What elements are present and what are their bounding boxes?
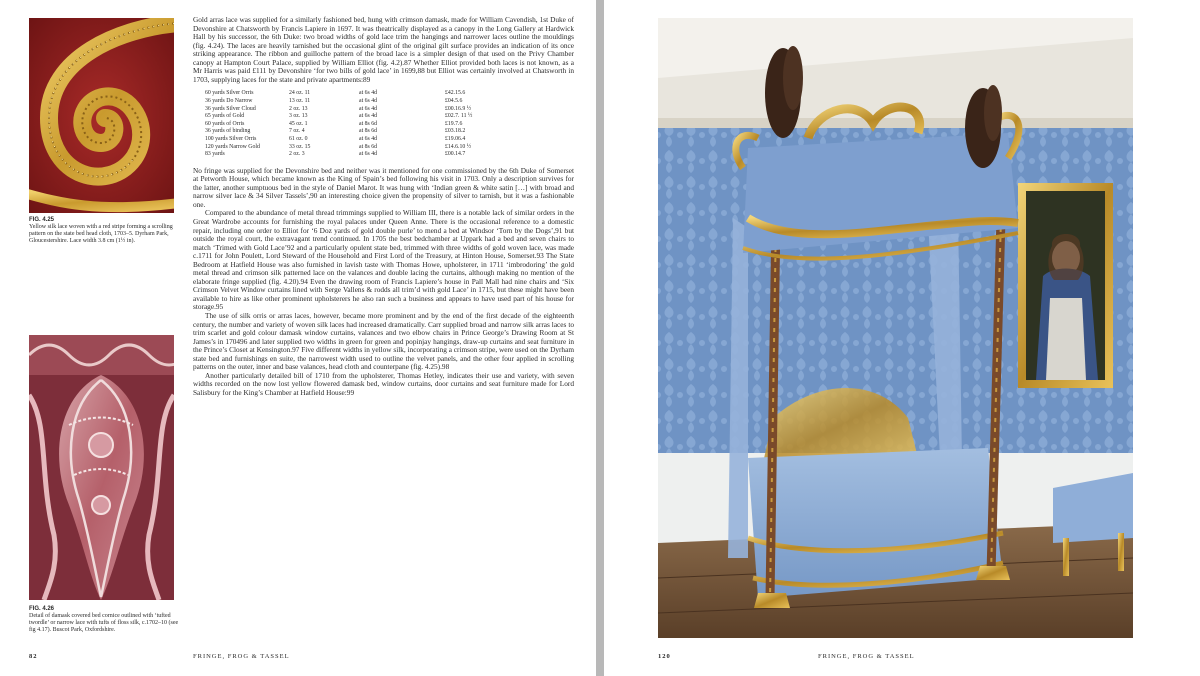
caption-text: Yellow silk lace woven with a red stripe forming a scrolling pattern on the state bed head cloth, 1703–5. Dyrham Park, Gloucestershire. Lace width 3.8 cm (1½ in). [29, 224, 173, 244]
book-gutter [596, 0, 604, 676]
materials-row: 36 yards of binding 7 oz. 4 at 8s 6d £03.18.2 [205, 128, 466, 135]
figure-4-26-damask-cornice-photo [29, 335, 174, 600]
materials-row: 36 yards Silver Cloud 2 oz. 13 at 6s 4d £00.16.9 ½ [205, 105, 472, 112]
materials-row: 60 yards of Orris 45 oz. 1 at 8s 6d £19.7.6 [205, 120, 463, 127]
state-bedroom-photo [658, 18, 1133, 638]
gold-lace-scroll-illustration [29, 18, 174, 213]
body-text-column [193, 16, 574, 397]
right-page [604, 0, 1200, 676]
figure-4-26-caption [29, 606, 179, 634]
paragraph: No fringe was supplied for the Devonshire bed and neither was it mentioned for one commissioned by the 6th Duke of Somerset at Petworth House, which became known as the King of Spain’s bed following his visit in 1703. Only a description survives for the latter, another sumptuous bed in the style of Daniel Marot. It was hung with ‘Indian green & white satin […] with broad and narrow silver lace & 34 Silver Tassels’,90 an interesting choice given the propensity of silver to tarnish, but it was a fashionable one. [193, 165, 574, 209]
materials-row: 100 yards Silver Orris 61 oz. 0 at 6s 4d £19.06.4 [205, 135, 466, 142]
materials-row: 36 yards Do Narrow 13 oz. 11 at 6s 4d £04.5.6 [205, 97, 463, 104]
figure-number: FIG. 4.26 [29, 606, 55, 612]
left-page [0, 0, 596, 676]
paragraph: Compared to the abundance of metal thread trimmings supplied to William III, there is a notable lack of similar orders in the Great Wardrobe accounts for furnishing the royal palaces under Queen Anne. There is the occasional reference to a domestic repair, including one order to Elliot for ‘6 Doz yards of gold double purle’ to mend a bed at Windsor ‘Torn by the Dogs’,91 but outside the royal court, the extravagant trend continued. In 1705 the best bedchamber at Uppark had a bed and seven chairs to match ‘Trimed with Gold Lace’92 and a particularly opulent state bed, trimmed with three widths of gold woven lace, was made c.1711 for John Poulett, Lord Steward of the Household and First Lord of the Treasury, at Hinton House, Somerset.93 The State Bedroom at Hatfield House was also furnished in lavish taste with Thomas Howe, upholsterer, in 1711 ‘imbrodoring’ the gold metal thread and crimson silk patterned lace on the valances and double lacing the curtains, although making no mention of the elaborate fringe supplied (fig. 4.20).94 Even the drawing room of Francis Lapiere’s house in Pall Mall had nine chairs and ‘Six Crimson Velvet Window curtains lined with Serge Vallens & rodds all trim’d with gold Lace’ in 1715, but these might have been available to hire as like other prominent upholsterers he also ran such a business and appears to have used part of his house for storage.95 [193, 208, 574, 312]
paragraph: Another particularly detailed bill of 1710 from the upholsterer, Thomas Hetley, indicates their use and variety, with seven widths recorded on the now lost yellow flowered damask bed, window curtains, door curtains and seat furniture made for Lord Salisbury for the King’s Chamber at Hatfield House:99 [193, 370, 574, 397]
figure-4-25-caption [29, 217, 179, 245]
materials-row: 120 yards Narrow Gold 33 oz. 15 at 8s 6d £14.6.10 ½ [205, 143, 472, 150]
paragraph: Gold arras lace was supplied for a similarly fashioned bed, hung with crimson damask, made for William Cavendish, 1st Duke of Devonshire at Chatsworth by Francis Lapiere in 1697. It was theatrically displayed as a canopy in the Long Gallery at Hardwick Hall by his successor, the 6th Duke: two broad widths of gold lace trim the hangings and narrower laces outline the mouldings (fig. 4.24). The laces are heavily tarnished but the occasional glint of the original gilt surface provides an indication of its once striking appearance. The ribbon and guilloche pattern of the broad lace is a simpler design of that used on the Privy Chamber canopy at Hampton Court Palace, supplied by William Elliot (fig. 4.2).87 Whether Elliot provided both laces is not known, as a Mr Harris was paid £111 by Devonshire ‘for two bills of gold lace’ in 1699,88 but Elliot was certainly involved at Chatsworth in 1703, supplying laces for the state and private apartments:89 [193, 15, 574, 84]
page-number: 120 [658, 653, 671, 660]
paragraph: The use of silk orris or arras laces, however, became more prominent and by the end of the first decade of the eighteenth century, the number and variety of woven silk laces had increased dramatically. Carr supplied broad and narrow silk arras laces to trim scarlet and gold colour damask window curtains, valances and two elbow chairs in Prince George’s Drawing Room at St James’s in 170496 and later supplied two widths in green for green and popinjay hangings, draw-up curtains and seat furniture in the Prince’s Closet at Kensington.97 Five different widths in yellow silk, incorporating a crimson stripe, were used on the Dyrham state bed and furnishings en suite, the narrowest width used to outline the velvet panels, and the other four applied in scrolling patterns on the outer, inner and base valances, head cloth and counterpane (fig. 4.25).98 [193, 311, 574, 372]
running-footer: FRINGE, FROG & TASSEL [818, 653, 915, 660]
figure-number: FIG. 4.25 [29, 217, 55, 223]
materials-row: 65 yards of Gold 3 oz. 13 at 6s 4d £02.7. 11 ½ [205, 113, 473, 120]
blue-damask-bedroom-illustration [658, 18, 1133, 638]
page-number: 82 [29, 653, 38, 660]
caption-text: Detail of damask covered bed cornice outlined with ‘tufted twordle’ or narrow lace with tufts of floss silk, c.1702–10 (see fig 4.17). Buscot Park, Oxfordshire. [29, 613, 179, 633]
damask-cornice-illustration [29, 335, 174, 600]
materials-row: 60 yards Silver Orris 24 oz. 11 at 6s 4d £42.15.6 [205, 90, 466, 97]
materials-list [205, 90, 495, 158]
running-footer: FRINGE, FROG & TASSEL [193, 653, 290, 660]
materials-row: 83 yards 2 oz. 3 at 6s 4d £00.14.7 [205, 151, 466, 158]
figure-4-25-gold-lace-photo [29, 18, 174, 213]
